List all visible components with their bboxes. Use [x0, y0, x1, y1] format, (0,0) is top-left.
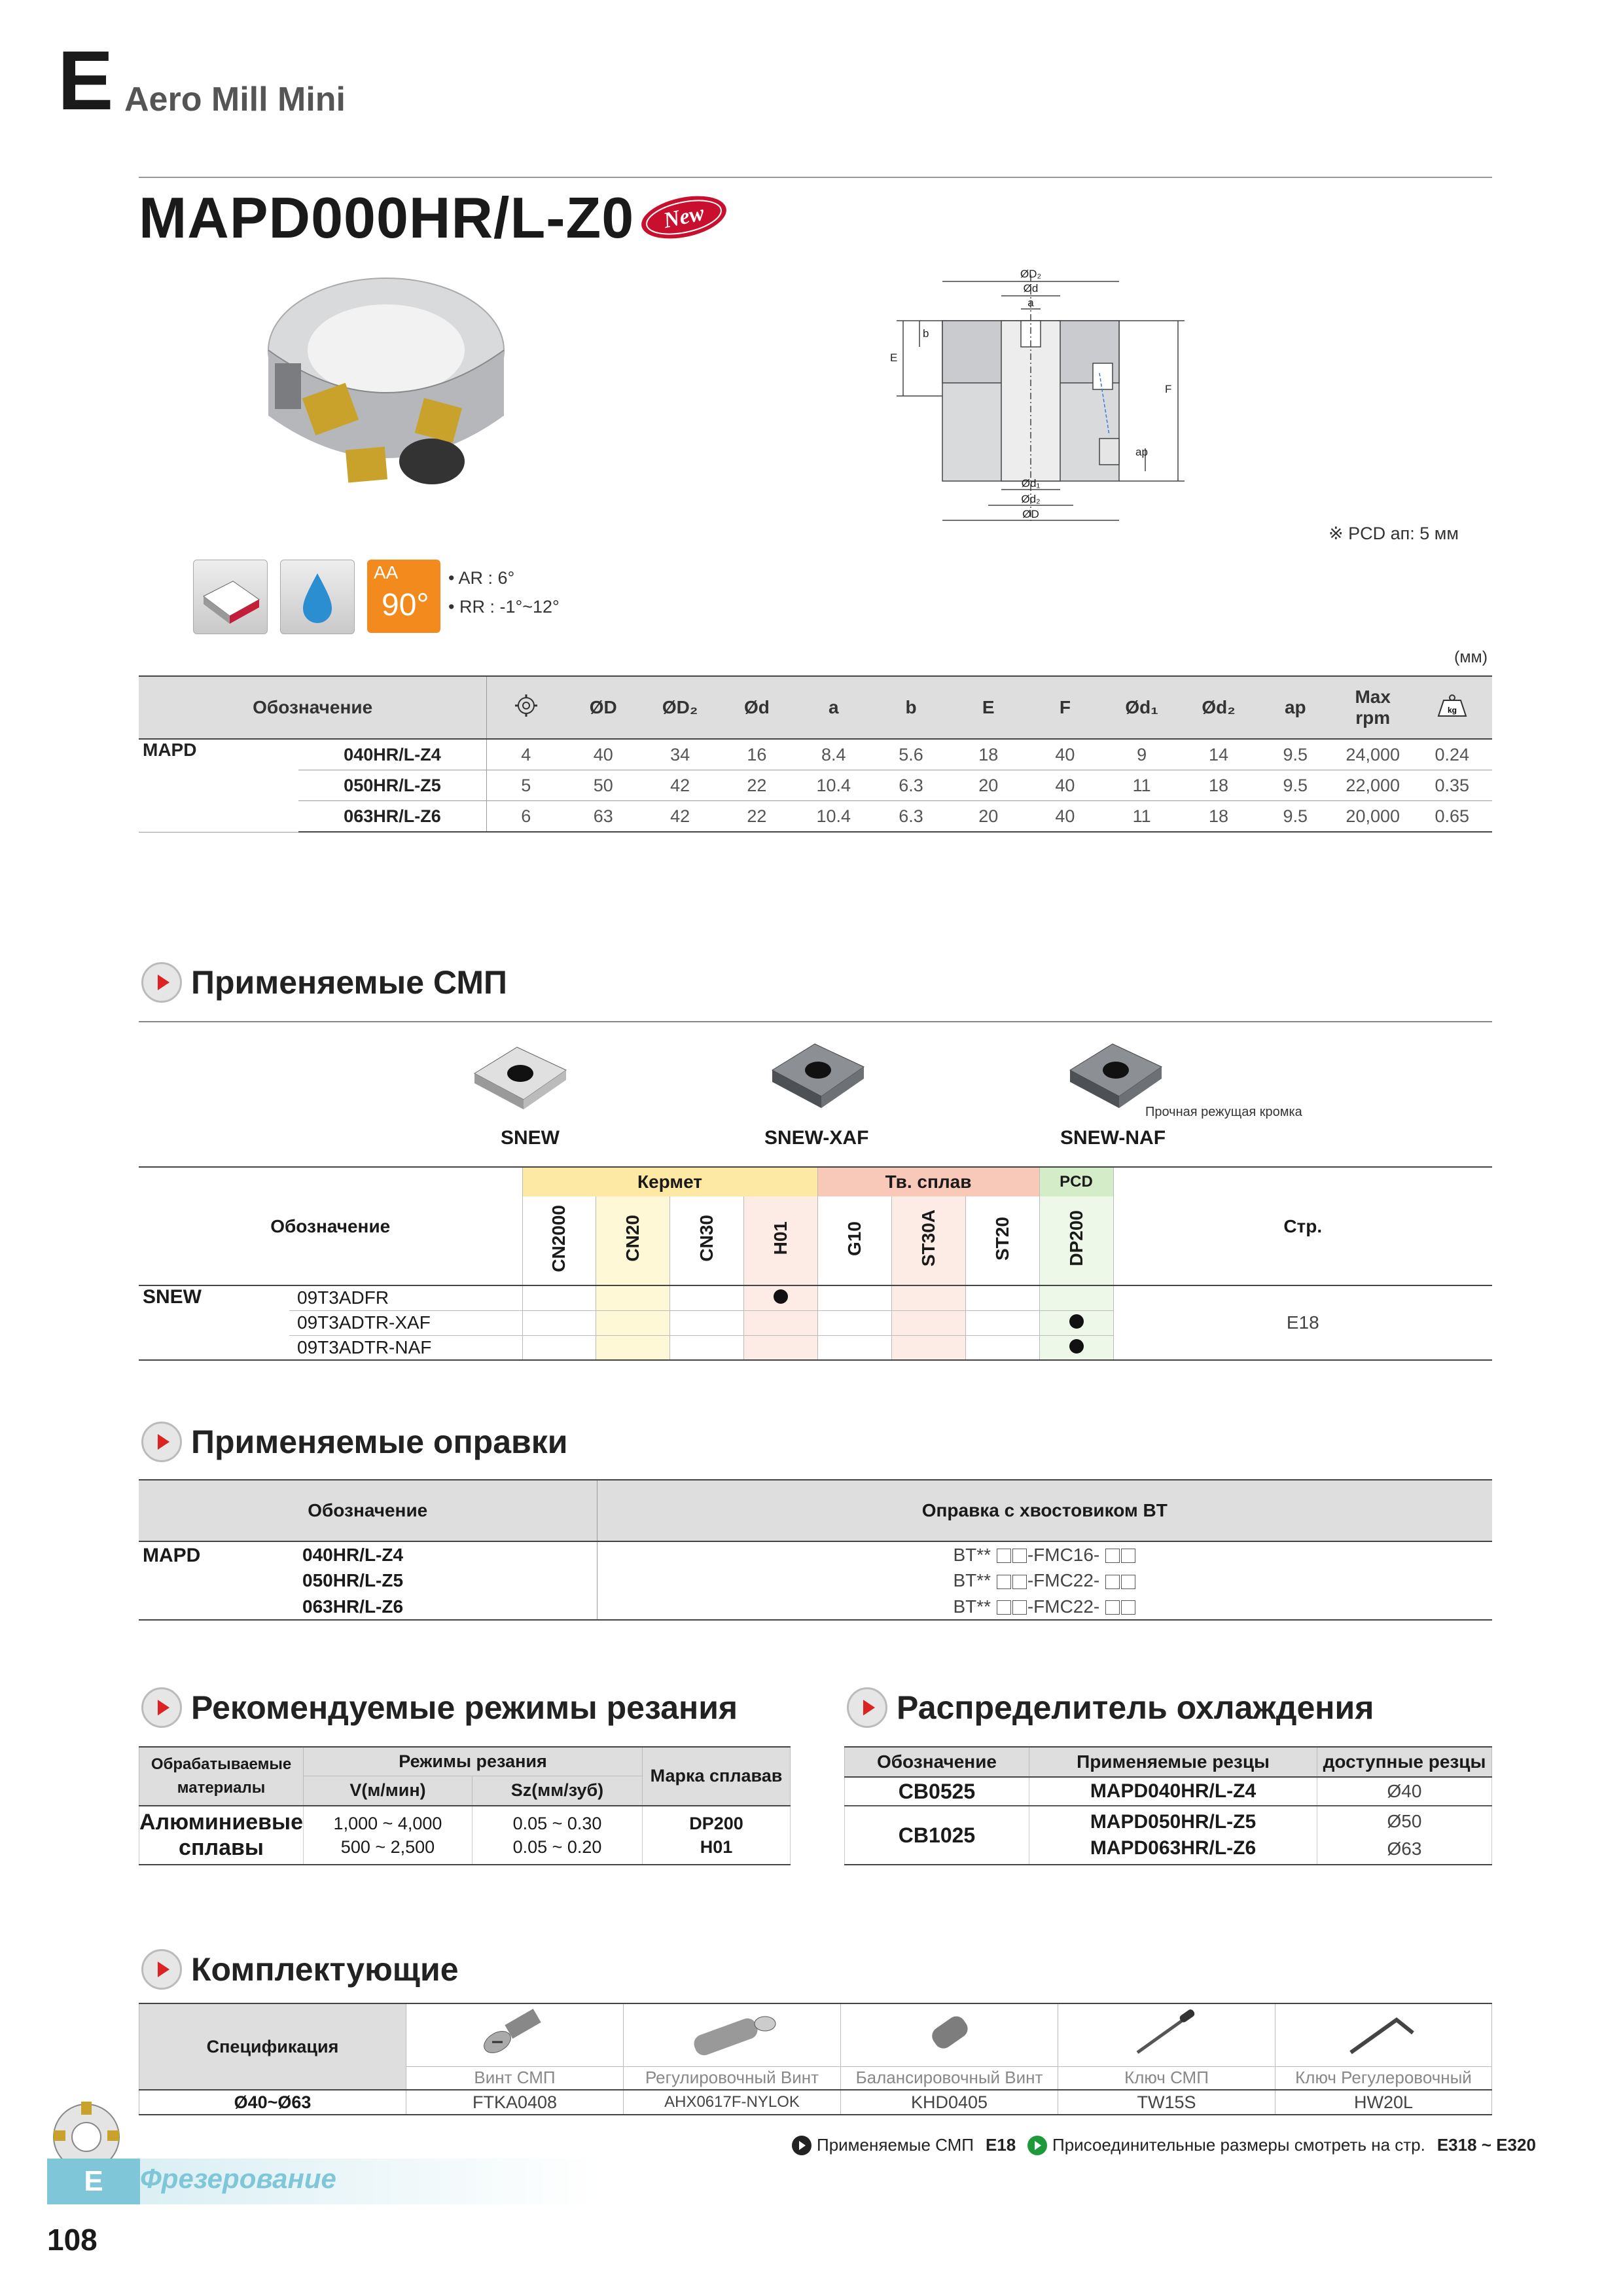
cell-kg: 0.65 [1412, 801, 1492, 833]
grade-cn20: CN20 [596, 1196, 669, 1285]
inserts-col-page: Стр. [1113, 1167, 1492, 1285]
cut-col-grade: Марка сплавав [643, 1747, 791, 1806]
page-title: MAPD000HR/L-Z0 [139, 185, 635, 250]
page-number: 108 [47, 2223, 98, 2257]
coolant-icon [280, 560, 355, 634]
arrow-right-icon [141, 1422, 182, 1462]
cool-col-cutters: Применяемые резцы [1029, 1747, 1317, 1777]
mark-cell [669, 1335, 743, 1360]
cut-col-material: Обрабатываемые материалы [139, 1747, 304, 1806]
cool-code: CB0525 [845, 1777, 1029, 1806]
col-b: b [872, 676, 950, 739]
grade-cn30: CN30 [669, 1196, 743, 1285]
cut-col-sz: Sz(мм/зуб) [473, 1776, 643, 1806]
cell-D: 63 [565, 801, 641, 833]
grade-dp200: DP200 [1039, 1196, 1113, 1285]
cool-cutter: MAPD050HR/L-Z5 MAPD063HR/L-Z6 [1029, 1806, 1317, 1865]
cell-b: 6.3 [872, 801, 950, 833]
part-caption: Ключ Регулеровочный [1275, 2066, 1492, 2090]
part-caption: Регулировочный Винт [624, 2066, 841, 2090]
col-ap: ap [1257, 676, 1334, 739]
hex-key-icon [1275, 2003, 1492, 2066]
cell-d: 22 [719, 801, 795, 833]
table-row [139, 770, 1492, 801]
cell-d: 16 [719, 739, 795, 770]
arrow-right-icon [141, 1949, 182, 1990]
new-badge-text: New [661, 200, 707, 234]
col-d1: Ød₁ [1103, 676, 1180, 739]
footer-cutter-image [41, 2098, 132, 2160]
spec-table [139, 675, 1492, 833]
technical-drawing [870, 262, 1211, 537]
cell-z: 5 [487, 770, 565, 801]
cell-d2: 18 [1180, 801, 1257, 833]
mark-cell [891, 1310, 965, 1335]
adjust-screw-icon [624, 2003, 841, 2066]
balance-screw-icon [841, 2003, 1058, 2066]
row-code: 050HR/L-Z5 [298, 770, 487, 801]
inserts-table [139, 1166, 1492, 1361]
coolant-section-header [847, 1687, 1374, 1728]
pcd-note: ※ PCD ап: 5 мм [1329, 524, 1459, 543]
cut-col-v: V(м/мин) [304, 1776, 473, 1806]
mark-cell [817, 1285, 891, 1310]
part-code: KHD0405 [841, 2090, 1058, 2115]
cell-F: 40 [1027, 801, 1103, 833]
dim-a: a [1027, 296, 1034, 309]
cell-z: 6 [487, 801, 565, 833]
dim-ap: ap [1135, 446, 1148, 458]
cut-material: Алюминиевые сплавы [139, 1806, 304, 1865]
screw-icon [406, 2003, 624, 2066]
teeth-icon [487, 676, 565, 739]
arbors-section-header [141, 1422, 568, 1462]
grade-st20: ST20 [965, 1196, 1039, 1285]
available-dot [1069, 1314, 1084, 1329]
ref-inserts-page: E18 [985, 2135, 1016, 2155]
weight-icon [1412, 676, 1492, 739]
arbors-series: MAPD [139, 1541, 296, 1620]
table-row [139, 2090, 1492, 2115]
parts-table [139, 2003, 1492, 2115]
arrow-right-icon [141, 1687, 182, 1728]
cool-col-designation: Обозначение [845, 1747, 1029, 1777]
insert-image-snew [461, 1034, 579, 1126]
series-label: MAPD [139, 739, 298, 832]
cell-E: 18 [950, 739, 1027, 770]
part-caption: Ключ СМП [1058, 2066, 1275, 2090]
cut-col-modes: Режимы резания [304, 1747, 643, 1776]
cell-D2: 34 [641, 739, 718, 770]
part-caption: Винт СМП [406, 2066, 624, 2090]
cell-D: 40 [565, 739, 641, 770]
cell-D2: 42 [641, 801, 718, 833]
grade-cn2000: CN2000 [522, 1196, 596, 1285]
cell-ap: 9.5 [1257, 739, 1334, 770]
footer-tab[interactable]: E [47, 2159, 140, 2204]
mark-cell [965, 1285, 1039, 1310]
mark-cell [743, 1335, 817, 1360]
mark-cell [743, 1310, 817, 1335]
cell-b: 5.6 [872, 739, 950, 770]
cool-avail: Ø50 Ø63 [1317, 1806, 1492, 1865]
group-pcd: PCD [1039, 1167, 1113, 1196]
insert-label-snew: SNEW [501, 1127, 560, 1149]
inserts-title: Применяемые СМП [191, 964, 507, 1001]
cell-D: 50 [565, 770, 641, 801]
arrow-icon [792, 2136, 812, 2155]
table-row [139, 1285, 1492, 1310]
part-code: AHX0617F-NYLOK [624, 2090, 841, 2115]
new-badge [638, 190, 730, 242]
table-row [139, 1568, 1492, 1594]
cool-avail: Ø40 [1317, 1777, 1492, 1806]
insert-code: 09T3ADTR-NAF [289, 1335, 522, 1360]
arbor-code: 050HR/L-Z5 [296, 1568, 597, 1594]
unit-label: (мм) [1454, 648, 1488, 666]
group-cermet: Кермет [522, 1167, 817, 1196]
mark-cell [1039, 1310, 1113, 1335]
parts-title: Комплектующие [191, 1951, 459, 1988]
cutting-title: Рекомендуемые режимы резания [191, 1689, 738, 1726]
cell-d2: 18 [1180, 770, 1257, 801]
aa-label: AA [374, 562, 399, 583]
inserts-col-designation: Обозначение [139, 1167, 522, 1285]
mark-cell [965, 1335, 1039, 1360]
mark-cell [1039, 1285, 1113, 1310]
dim-f: F [1165, 383, 1172, 395]
arrow-right-icon [141, 962, 182, 1003]
ref-dimensions-label: Присоединительные размеры смотреть на стр. [1052, 2135, 1425, 2155]
arbors-col-arbor: Оправка с хвостовиком BT [597, 1480, 1492, 1541]
ref-inserts-label: Применяемые СМП [817, 2135, 974, 2155]
cut-sz: 0.05 ~ 0.30 0.05 ~ 0.20 [473, 1806, 643, 1865]
arbor-code: 063HR/L-Z6 [296, 1594, 597, 1620]
cell-D2: 42 [641, 770, 718, 801]
insert-note-naf: Прочная режущая кромка [1145, 1105, 1302, 1119]
mark-cell [596, 1285, 669, 1310]
arrow-icon [1027, 2136, 1047, 2155]
cell-rpm: 20,000 [1334, 801, 1412, 833]
table-row [139, 739, 1492, 770]
row-code: 063HR/L-Z6 [298, 801, 487, 833]
grade-h01: H01 [743, 1196, 817, 1285]
parts-range: Ø40~Ø63 [139, 2090, 406, 2115]
dim-d2-bottom: Ød₂ [1021, 493, 1041, 505]
footer-label: Фрезерование [140, 2163, 336, 2194]
cutting-section-header [141, 1687, 738, 1728]
table-row [845, 1777, 1492, 1806]
col-d2: Ød₂ [1180, 676, 1257, 739]
inserts-section-header [141, 962, 507, 1003]
cell-d: 22 [719, 770, 795, 801]
row-code: 040HR/L-Z4 [298, 739, 487, 770]
col-F: F [1027, 676, 1103, 739]
parts-section-header [141, 1949, 459, 1990]
mark-cell [965, 1310, 1039, 1335]
arrow-right-icon [847, 1687, 887, 1728]
cell-a: 10.4 [795, 770, 872, 801]
inserts-series: SNEW [139, 1285, 289, 1360]
mark-cell [522, 1335, 596, 1360]
cell-rpm: 22,000 [1334, 770, 1412, 801]
col-d: Ød [719, 676, 795, 739]
part-code: HW20L [1275, 2090, 1492, 2115]
col-D: ØD [565, 676, 641, 739]
table-row [139, 1806, 791, 1865]
col-E: E [950, 676, 1027, 739]
dim-b: b [923, 327, 929, 340]
coolant-table [844, 1746, 1492, 1865]
part-code: FTKA0408 [406, 2090, 624, 2115]
cell-E: 20 [950, 770, 1027, 801]
key-icon [1058, 2003, 1275, 2066]
parts-col-spec: Спецификация [139, 2003, 406, 2090]
mark-cell [891, 1335, 965, 1360]
insert-label-snew-xaf: SNEW-XAF [764, 1127, 869, 1149]
part-code: TW15S [1058, 2090, 1275, 2115]
header-divider [139, 177, 1492, 178]
mark-cell [1039, 1335, 1113, 1360]
cell-kg: 0.24 [1412, 739, 1492, 770]
cell-kg: 0.35 [1412, 770, 1492, 801]
cool-code: CB1025 [845, 1806, 1029, 1865]
mark-cell [669, 1310, 743, 1335]
cut-grade: DP200 H01 [643, 1806, 791, 1865]
mark-cell [891, 1285, 965, 1310]
ref-inserts[interactable] [792, 2135, 1016, 2155]
col-D2: ØD₂ [641, 676, 718, 739]
mark-cell [596, 1335, 669, 1360]
cell-d1: 11 [1103, 801, 1180, 833]
part-caption: Балансировочный Винт [841, 2066, 1058, 2090]
arbors-table [139, 1479, 1492, 1621]
arbor-spec: BT** -FMC22- [597, 1568, 1492, 1594]
mark-cell [817, 1335, 891, 1360]
cell-a: 8.4 [795, 739, 872, 770]
ref-dimensions[interactable] [1027, 2135, 1536, 2155]
col-max-rpm: Max rpm [1334, 676, 1412, 739]
cell-F: 40 [1027, 770, 1103, 801]
cell-E: 20 [950, 801, 1027, 833]
cell-F: 40 [1027, 739, 1103, 770]
svg-text:kg: kg [1447, 705, 1457, 715]
grade-g10: G10 [817, 1196, 891, 1285]
cutting-table [139, 1746, 791, 1865]
group-carbide: Тв. сплав [817, 1167, 1039, 1196]
inserts-divider [139, 1021, 1492, 1022]
inserts-page-ref: E18 [1113, 1285, 1492, 1360]
cut-v: 1,000 ~ 4,000 500 ~ 2,500 [304, 1806, 473, 1865]
insert-label-snew-naf: SNEW-NAF [1060, 1127, 1166, 1149]
cell-ap: 9.5 [1257, 770, 1334, 801]
table-row [139, 801, 1492, 833]
cell-z: 4 [487, 739, 565, 770]
dim-d1: Ød₁ [1021, 477, 1041, 490]
dim-e: E [890, 351, 898, 364]
mark-cell [743, 1285, 817, 1310]
cell-d1: 11 [1103, 770, 1180, 801]
arbors-col-designation: Обозначение [139, 1480, 597, 1541]
ref-dimensions-page: E318 ~ E320 [1436, 2135, 1536, 2155]
cell-a: 10.4 [795, 801, 872, 833]
arbors-title: Применяемые оправки [191, 1424, 568, 1460]
insert-code: 09T3ADFR [289, 1285, 522, 1310]
arbor-spec: BT** -FMC16- [597, 1541, 1492, 1568]
available-dot [774, 1289, 788, 1304]
series-name: Aero Mill Mini [124, 81, 346, 118]
col-designation: Обозначение [139, 676, 487, 739]
coolant-title: Распределитель охлаждения [897, 1689, 1374, 1726]
col-a: a [795, 676, 872, 739]
grade-st30a: ST30A [891, 1196, 965, 1285]
rr-text: • RR : -1°~12° [448, 597, 560, 617]
arbor-code: 040HR/L-Z4 [296, 1541, 597, 1568]
mark-cell [817, 1310, 891, 1335]
insert-shape-icon [193, 560, 268, 634]
dim-d-bottom: ØD [1022, 508, 1039, 520]
mark-cell [669, 1285, 743, 1310]
table-row [845, 1806, 1492, 1865]
mark-cell [522, 1285, 596, 1310]
table-row [139, 1594, 1492, 1620]
section-letter: E [58, 34, 114, 128]
cell-d2: 14 [1180, 739, 1257, 770]
ar-text: • AR : 6° [448, 568, 515, 588]
insert-image-snew-xaf [759, 1031, 877, 1126]
product-image [216, 252, 537, 527]
cell-d1: 9 [1103, 739, 1180, 770]
aa-value: 90° [382, 588, 429, 622]
approach-angle-icon [367, 560, 440, 633]
arbor-spec: BT** -FMC22- [597, 1594, 1492, 1620]
cell-rpm: 24,000 [1334, 739, 1412, 770]
mark-cell [596, 1310, 669, 1335]
cool-cutter: MAPD040HR/L-Z4 [1029, 1777, 1317, 1806]
cool-col-available: доступные резцы [1317, 1747, 1492, 1777]
cell-ap: 9.5 [1257, 801, 1334, 833]
cell-b: 6.3 [872, 770, 950, 801]
mark-cell [522, 1310, 596, 1335]
table-row [139, 1541, 1492, 1568]
dim-d2-top: ØD₂ [1020, 268, 1042, 280]
available-dot [1069, 1339, 1084, 1354]
dim-d-top: Ød [1023, 282, 1039, 295]
insert-code: 09T3ADTR-XAF [289, 1310, 522, 1335]
